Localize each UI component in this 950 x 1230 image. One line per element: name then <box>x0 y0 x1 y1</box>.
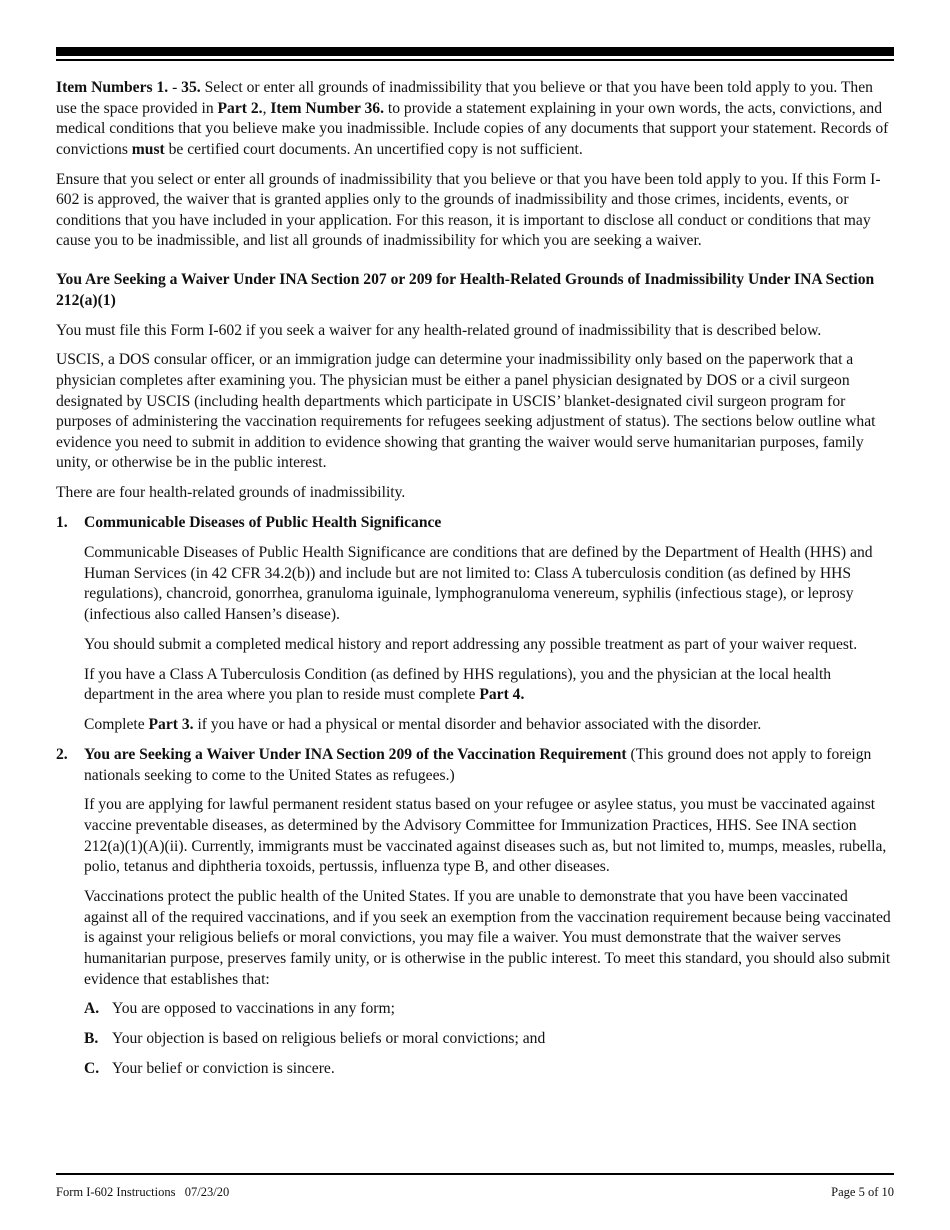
item-1-p4-text-1: Complete <box>84 716 149 734</box>
item-1-paragraph-3 <box>56 665 894 706</box>
sub-item-a <box>56 999 894 1020</box>
footer-page-number: Page 5 of 10 <box>831 1185 894 1199</box>
header-rule-thin <box>56 59 894 61</box>
sub-item-c-text: Your belief or conviction is sincere. <box>112 1060 335 1078</box>
item-1-paragraph-1: Communicable Diseases of Public Health Significance are conditions that are defined by the Department of Health (HHS) and Human Services (in 42 CFR 34.2(b)) and include but are not limited to: Class A tuberculosis condition (as defined by HHS regulations), chancroid, gonorrhea, granuloma iguinale, lymphogranuloma venereum, syphilis (infectious stage), or leprosy (infectious also called Hansen’s disease). <box>84 544 873 623</box>
intro-bold-part-2: Part 2. <box>217 99 263 117</box>
sub-item-b-text: Your objection is based on religious beliefs or moral convictions; and <box>112 1030 546 1048</box>
health-paragraph-3: There are four health-related grounds of inadmissibility. <box>56 484 406 502</box>
header-rule-thick <box>56 47 894 56</box>
item-2-paragraph-2: Vaccinations protect the public health of the United States. If you are unable to demonstrate that you have been vaccinated against all of the required vaccinations, and if you seek an exemption from the vaccination requirement because being vaccinated is against your religious beliefs or moral convictions, you may file a waiver. You must demonstrate that the waiver serves humanitarian purpose, preserves family unity, or is otherwise in the public interest. To meet this standard, you should also submit evidence that establishes that: <box>84 888 891 988</box>
intro-text-5: be certified court documents. An uncertified copy is not sufficient. <box>164 140 583 158</box>
item-1-title: Communicable Diseases of Public Health Significance <box>84 514 442 532</box>
health-paragraph-2: USCIS, a DOS consular officer, or an immigration judge can determine your inadmissibility only based on the paperwork that a physician completes after examining you. The physician must be either a panel physician designated by DOS or a civil surgeon designated by USCIS (including health departments which participate in USCIS’ blanket-designated civil surgeon program for purposes of administering the vaccination requirements for refugees seeking adjustment of status). The sections below outline what evidence you need to submit in addition to evidence showing that granting the waiver would serve humanitarian purposes, family unity, or otherwise be in the public interest. <box>56 351 876 472</box>
intro-bold-35: 35. <box>181 79 201 96</box>
item-1-heading <box>56 513 894 534</box>
intro-bold-item-numbers: Item Numbers 1. <box>56 79 169 96</box>
intro-paragraph-1 <box>56 78 894 160</box>
item-1-p4-text-2: if you have or had a physical or mental disorder and behavior associated with the disorder. <box>193 716 762 734</box>
item-1-p3-bold-part-4: Part 4. <box>479 686 525 704</box>
sub-item-a-text: You are opposed to vaccinations in any form; <box>112 1000 395 1018</box>
health-paragraph-1: You must file this Form I-602 if you seek a waiver for any health-related ground of inadmissibility that is described below. <box>56 321 822 339</box>
item-1-paragraph-2: You should submit a completed medical history and report addressing any possible treatment as part of your waiver request. <box>84 635 858 653</box>
sub-item-b-letter: B. <box>84 1030 99 1048</box>
footer-rule <box>56 1173 894 1175</box>
intro-text-3: , <box>262 99 271 117</box>
item-2-number: 2. <box>56 746 68 763</box>
health-section-heading: You Are Seeking a Waiver Under INA Section 207 or 209 for Health-Related Grounds of Inadmissibility Under INA Section 212(a)(1) <box>56 271 875 309</box>
item-2-paragraph-1: If you are applying for lawful permanent resident status based on your refugee or asylee status, you must be vaccinated against vaccine preventable diseases, as determined by the Advisory Committee for Immunization Practices, HHS. See INA section 212(a)(1)(A)(ii). Currently, immigrants must be vaccinated against diseases such as, but not limited to, mumps, measles, rubella, polio, tetanus and diphtheria toxoids, pertussis, influenza type B, and other diseases. <box>84 796 887 876</box>
intro-text-1: - <box>168 79 182 96</box>
item-2-heading <box>56 745 894 786</box>
item-1-number: 1. <box>56 514 68 532</box>
intro-bold-item-36: Item Number 36. <box>270 99 384 117</box>
sub-item-b <box>56 1029 894 1050</box>
page-content <box>56 78 894 1089</box>
sub-item-a-letter: A. <box>84 1000 100 1018</box>
item-1-p3-text: If you have a Class A Tuberculosis Condition (as defined by HHS regulations), you and the physician at the local health department in the area where you plan to reside must complete <box>84 665 832 704</box>
intro-text-4: to provide a statement explaining in your own words, the acts, convictions, and medical conditions that you believe make you inadmissible. Include copies of any documents that support your statement. Records of convictions <box>56 99 889 158</box>
intro-paragraph-2: Ensure that you select or enter all grounds of inadmissibility that you believe or that you have been told apply to you. If this Form I-602 is approved, the waiver that is granted applies only to the grounds of inadmissibility and those crimes, incidents, events, or conditions that you have included in your application. For this reason, it is important to disclose all conduct or conditions that may cause you to be inadmissible, and list all grounds of inadmissibility for which you are seeking a waiver. <box>56 170 881 250</box>
item-2-title: You are Seeking a Waiver Under INA Section 209 of the Vaccination Requirement <box>84 746 627 763</box>
sub-item-c-letter: C. <box>84 1060 100 1078</box>
intro-text-2: Select or enter all grounds of inadmissibility that you believe or that you have been told apply to you. Then use the space provided in <box>56 79 873 117</box>
item-1-p4-bold-part-3: Part 3. <box>148 716 194 734</box>
item-1-paragraph-4 <box>56 715 894 736</box>
footer-form-label: Form I-602 Instructions 07/23/20 <box>56 1185 230 1199</box>
intro-bold-must: must <box>131 140 165 158</box>
item-2-title-suffix: (This ground does not apply to foreign nationals seeking to come to the United States as refugees.) <box>84 746 872 784</box>
sub-item-c <box>56 1059 894 1080</box>
